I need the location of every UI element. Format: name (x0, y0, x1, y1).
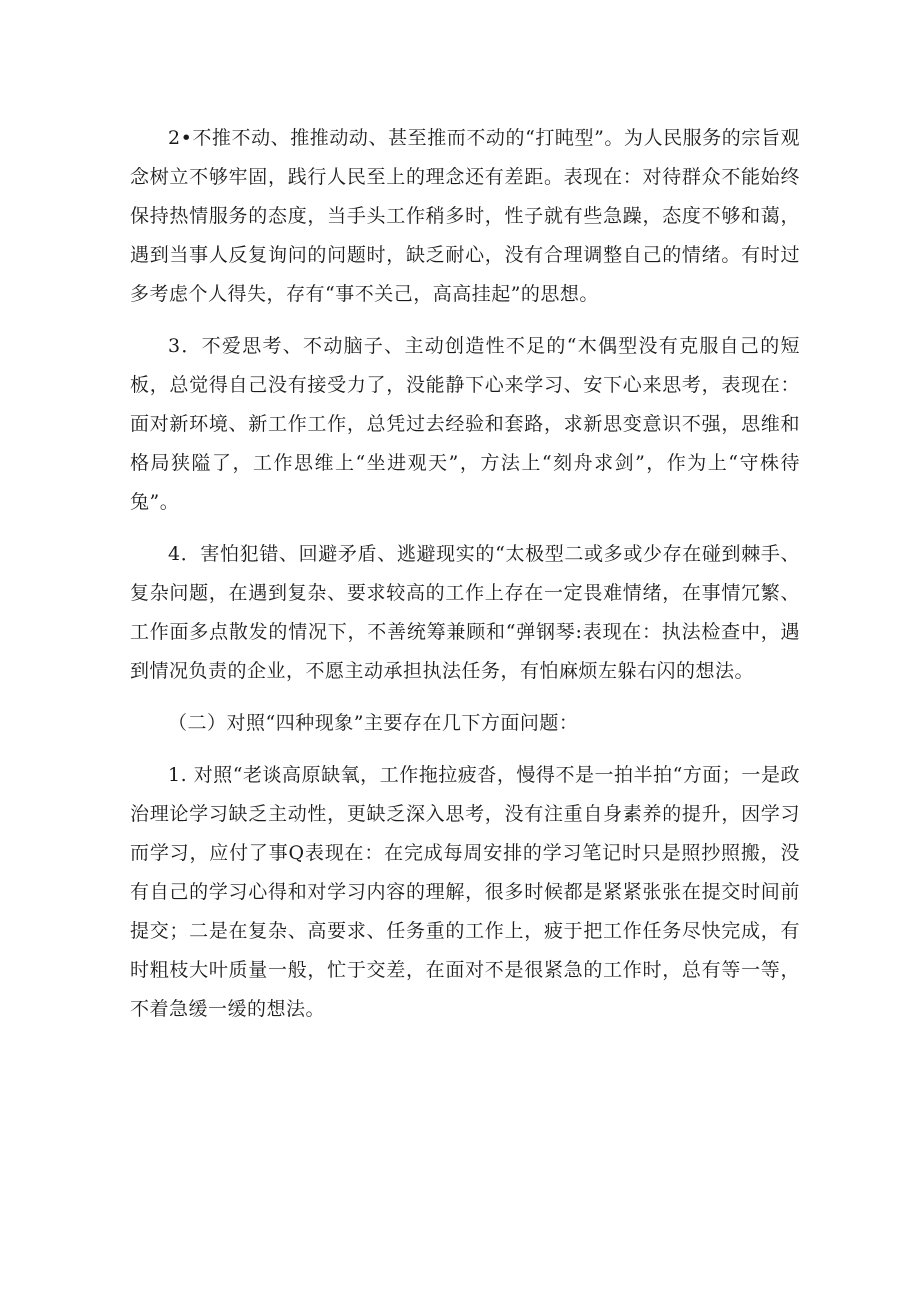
document-body (130, 119, 800, 1029)
section-heading-four-phenomena: （二）对照“四种现象”主要存在几下方面问题： (168, 712, 579, 734)
paragraph-dozing-type: 2•不推不动、推推动动、甚至推而不动的“打盹型”。为人民服务的宗旨观念树立不够牢固，践行人民至上的理念还有差距。表现在：对待群众不能始终保持热情服务的态度，当手头工作稍多时，性子就有些急躁，态度不够和蔼，遇到当事人反复询问的问题时，缺乏耐心，没有合理调整自己的情绪。有时过多考虑个人得失，存有“事不关己，高高挂起”的思想。 (130, 127, 800, 305)
paragraph-puppet-type: 3．不爱思考、不动脑子、主动创造性不足的“木偶型没有克服自己的短板，总觉得自己没有接受力了，没能静下心来学习、安下心来思考，表现在：面对新环境、新工作工作，总凭过去经验和套路，求新思变意识不强，思维和格局狭隘了，工作思维上“坐进观天”，方法上“刻舟求剑”，作为上“守株待兔”。 (130, 335, 800, 513)
paragraph-plateau-hypoxia: 1. 对照“老谈高原缺氧，工作拖拉疲沓，慢得不是一拍半拍“方面；一是政治理论学习缺乏主动性，更缺乏深入思考，没有注重自身素养的提升，因学习而学习，应付了事Q表现在：在完成每周安排的学习笔记时只是照抄照搬，没有自己的学习心得和对学习内容的理解，很多时候都是紧紧张张在提交时间前提交；二是在复杂、高要求、任务重的工作上，疲于把工作任务尽快完成，有时粗枝大叶质量一般，忙于交差，在面对不是很紧急的工作时，总有等一等，不着急缓一缓的想法。 (130, 764, 800, 1020)
paragraph-taichi-type: 4．害怕犯错、回避矛盾、逃避现实的“太极型二或多或少存在碰到棘手、复杂问题，在遇到复杂、要求较高的工作上存在一定畏难情绪，在事情冗繁、工作面多点散发的情况下，不善统筹兼顾和“弹钢琴:表现在：执法检查中，遇到情况负责的企业，不愿主动承担执法任务，有怕麻烦左躲右闪的想法。 (130, 543, 800, 682)
